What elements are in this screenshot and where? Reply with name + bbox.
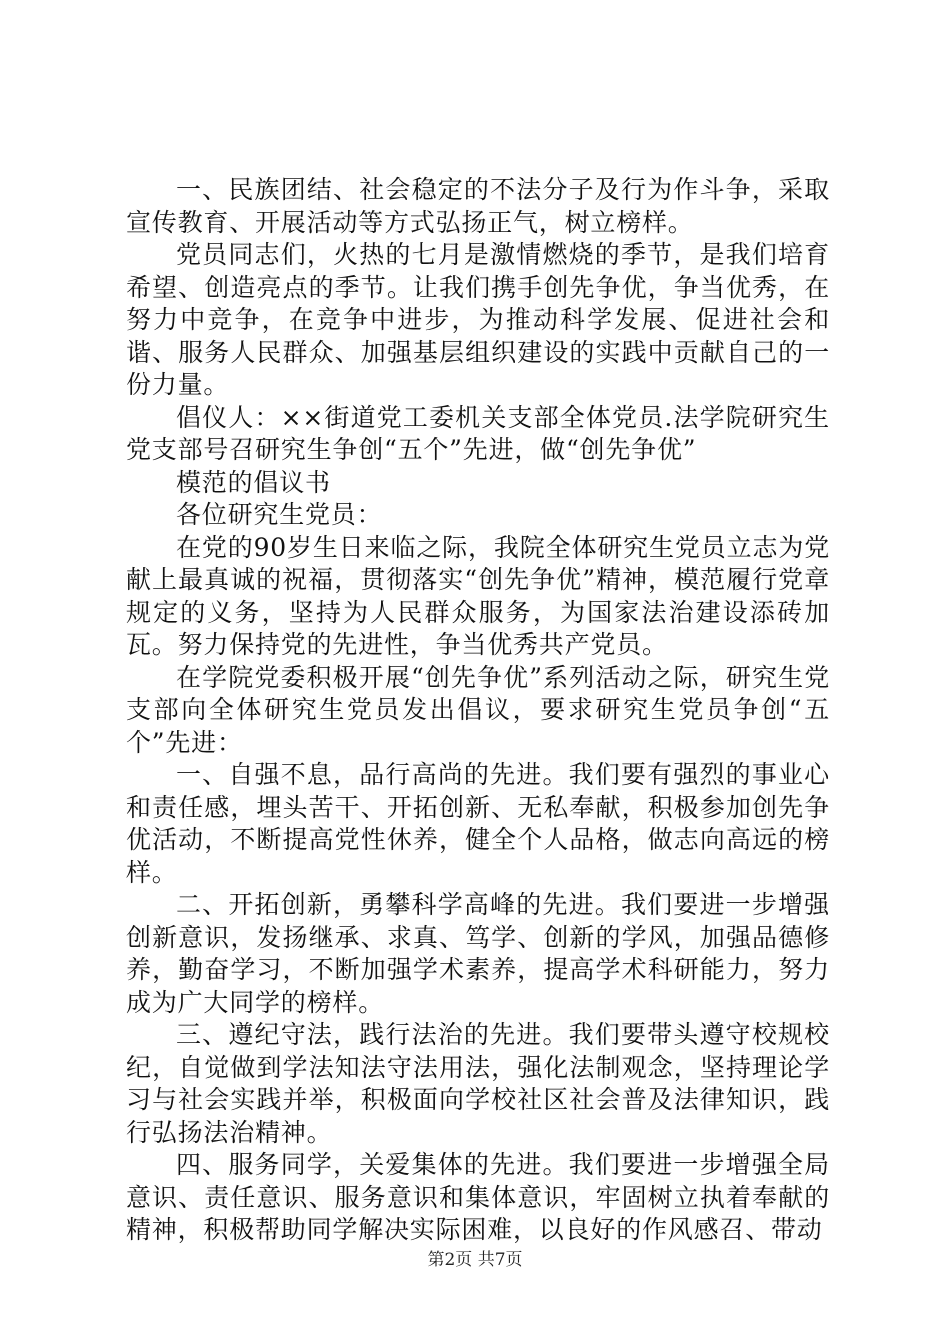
paragraph: 四、服务同学，关爱集体的先进。我们要进一步增强全局意识、责任意识、服务意识和集体意识，牢固树立执着奉献的精神，积极帮助同学解决实际困难，以良好的作风感召、带动 (126, 1150, 830, 1244)
paragraph: 模范的倡议书 (176, 467, 331, 497)
paragraph: 党员同志们，火热的七月是激情燃烧的季节，是我们培育希望、创造亮点的季节。让我们携手创先争优，争当优秀，在努力中竞争，在竞争中进步，为推动科学发展、促进社会和谐、服务人民群众、加强基层组织建设的实践中贡献自己的一份力量。 (126, 240, 830, 399)
page-number-footer: 第2页 共7页 (427, 1250, 523, 1270)
paragraph: 一、民族团结、社会稳定的不法分子及行为作斗争，采取宣传教育、开展活动等方式弘扬正气，树立榜样。 (126, 175, 830, 237)
paragraph: 倡仪人：××街道党工委机关支部全体党员.法学院研究生党支部号召研究生争创“五个”先进，做“创先争优” (126, 402, 830, 464)
paragraph: 各位研究生党员： (176, 500, 383, 529)
paragraph: 三、遵纪守法，践行法治的先进。我们要带头遵守校规校纪，自觉做到学法知法守法用法，强化法制观念，坚持理论学习与社会实践并举，积极面向学校社区社会普及法律知识，践行弘扬法治精神。 (126, 1020, 830, 1147)
paragraph: 一、自强不息，品行高尚的先进。我们要有强烈的事业心和责任感，埋头苦干、开拓创新、无私奉献，积极参加创先争优活动，不断提高党性休养，健全个人品格，做志向高远的榜样。 (126, 760, 830, 887)
document-body (126, 174, 830, 1247)
paragraph: 在党的90岁生日来临之际，我院全体研究生党员立志为党献上最真诚的祝福，贯彻落实“创先争优”精神，模范履行党章规定的义务，坚持为人民群众服务，为国家法治建设添砖加瓦。努力保持党的先进性，争当优秀共产党员。 (126, 532, 830, 659)
paragraph: 在学院党委积极开展“创先争优”系列活动之际，研究生党支部向全体研究生党员发出倡议，要求研究生党员争创“五个”先进： (126, 662, 830, 757)
paragraph: 二、开拓创新，勇攀科学高峰的先进。我们要进一步增强创新意识，发扬继承、求真、笃学、创新的学风，加强品德修养，勤奋学习，不断加强学术素养，提高学术科研能力，努力成为广大同学的榜样。 (126, 890, 830, 1017)
